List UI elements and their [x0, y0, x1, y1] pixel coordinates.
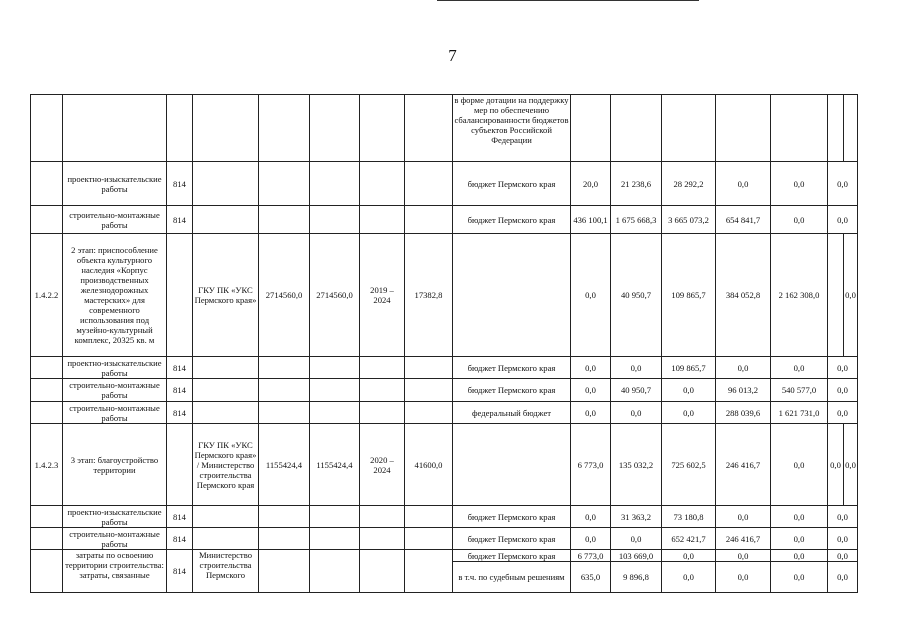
name-cell: строительно-монтажные работы: [63, 528, 167, 550]
value-cell: 0,0: [828, 424, 844, 506]
source-cell: бюджет Пермского края: [453, 162, 571, 206]
name-cell: строительно-монтажные работы: [63, 402, 167, 424]
value-cell: 109 865,7: [662, 234, 716, 357]
period-cell: [360, 357, 405, 379]
value-cell: [611, 95, 662, 162]
value-cell: 0,0: [828, 402, 858, 424]
exec-cell: [193, 379, 259, 402]
cost-cell: [310, 95, 360, 162]
num-cell: [31, 206, 63, 234]
value-cell: 0,0: [844, 234, 858, 357]
table-row: [31, 95, 858, 162]
code-cell: [167, 424, 193, 506]
value-cell: 2 162 308,0: [771, 234, 828, 357]
cost-cell: [259, 506, 310, 528]
capacity-cell: [405, 550, 453, 593]
exec-cell: ГКУ ПК «УКС Пермского края» / Министерство строительства Пермского края: [193, 424, 259, 506]
source-cell: в т.ч. по судебным решениям: [453, 562, 571, 593]
table-row: [31, 379, 858, 402]
value-cell: 6 773,0: [571, 550, 611, 562]
value-cell: 384 052,8: [716, 234, 771, 357]
value-cell: 0,0: [771, 357, 828, 379]
value-cell: 635,0: [571, 562, 611, 593]
code-cell: [167, 95, 193, 162]
capacity-cell: [405, 402, 453, 424]
name-cell: [63, 95, 167, 162]
name-cell: проектно-изыскательские работы: [63, 357, 167, 379]
value-cell: 0,0: [828, 162, 858, 206]
capacity-cell: 41600,0: [405, 424, 453, 506]
exec-cell: ГКУ ПК «УКС Пермского края»: [193, 234, 259, 357]
period-cell: [360, 95, 405, 162]
value-cell: 0,0: [662, 550, 716, 562]
num-cell: [31, 528, 63, 550]
capacity-cell: [405, 162, 453, 206]
capacity-cell: [405, 206, 453, 234]
source-cell: бюджет Пермского края: [453, 206, 571, 234]
period-cell: [360, 550, 405, 593]
value-cell: 654 841,7: [716, 206, 771, 234]
value-cell: 3 665 073,2: [662, 206, 716, 234]
cost-cell: [259, 528, 310, 550]
code-cell: 814: [167, 379, 193, 402]
source-cell: в форме дотации на поддержку мер по обеспечению сбалансированности бюджетов субъектов Российской Федерации: [453, 95, 571, 162]
exec-cell: [193, 528, 259, 550]
period-cell: [360, 162, 405, 206]
value-cell: 0,0: [771, 550, 828, 562]
cost-cell: [259, 206, 310, 234]
value-cell: 0,0: [771, 528, 828, 550]
period-cell: [360, 506, 405, 528]
capacity-cell: 17382,8: [405, 234, 453, 357]
cost-cell: [259, 162, 310, 206]
value-cell: 246 416,7: [716, 528, 771, 550]
value-cell: 0,0: [571, 357, 611, 379]
value-cell: 0,0: [828, 357, 858, 379]
source-cell: бюджет Пермского края: [453, 506, 571, 528]
capacity-cell: [405, 357, 453, 379]
source-cell: бюджет Пермского края: [453, 528, 571, 550]
value-cell: [771, 95, 828, 162]
cost-cell: [259, 402, 310, 424]
value-cell: 540 577,0: [771, 379, 828, 402]
value-cell: 6 773,0: [571, 424, 611, 506]
value-cell: 0,0: [611, 402, 662, 424]
value-cell: 0,0: [828, 562, 858, 593]
value-cell: 1 675 668,3: [611, 206, 662, 234]
num-cell: [31, 357, 63, 379]
code-cell: 814: [167, 357, 193, 379]
num-cell: [31, 379, 63, 402]
num-cell: 1.4.2.2: [31, 234, 63, 357]
table-row: [31, 550, 858, 562]
cost-cell: [259, 357, 310, 379]
top-rule: [437, 0, 699, 1]
value-cell: 0,0: [828, 206, 858, 234]
value-cell: 652 421,7: [662, 528, 716, 550]
value-cell: 73 180,8: [662, 506, 716, 528]
cost-cell: [310, 162, 360, 206]
value-cell: 0,0: [571, 402, 611, 424]
cost-cell: [259, 550, 310, 593]
num-cell: [31, 550, 63, 593]
cost-cell: [310, 550, 360, 593]
cost-cell: [310, 206, 360, 234]
code-cell: 814: [167, 506, 193, 528]
period-cell: [360, 402, 405, 424]
value-cell: 0,0: [828, 550, 858, 562]
value-cell: 9 896,8: [611, 562, 662, 593]
value-cell: 0,0: [716, 357, 771, 379]
table-row: [31, 206, 858, 234]
table-row: [31, 402, 858, 424]
value-cell: 436 100,1: [571, 206, 611, 234]
exec-cell: [193, 162, 259, 206]
value-cell: [828, 95, 844, 162]
name-cell: строительно-монтажные работы: [63, 379, 167, 402]
value-cell: 725 602,5: [662, 424, 716, 506]
cost-cell: 2714560,0: [310, 234, 360, 357]
cost-cell: [310, 357, 360, 379]
value-cell: 31 363,2: [611, 506, 662, 528]
name-cell: затраты по освоению территории строительства: затраты, связанные: [63, 550, 167, 593]
cost-cell: [310, 379, 360, 402]
value-cell: 0,0: [771, 562, 828, 593]
code-cell: 814: [167, 206, 193, 234]
budget-table: [30, 94, 858, 593]
name-cell: строительно-монтажные работы: [63, 206, 167, 234]
cost-cell: [259, 95, 310, 162]
value-cell: 0,0: [716, 162, 771, 206]
source-cell: федеральный бюджет: [453, 402, 571, 424]
value-cell: 1 621 731,0: [771, 402, 828, 424]
cost-cell: 1155424,4: [259, 424, 310, 506]
num-cell: [31, 162, 63, 206]
source-cell: бюджет Пермского края: [453, 357, 571, 379]
cost-cell: 1155424,4: [310, 424, 360, 506]
value-cell: 0,0: [716, 550, 771, 562]
cost-cell: [310, 528, 360, 550]
value-cell: 109 865,7: [662, 357, 716, 379]
value-cell: 0,0: [662, 379, 716, 402]
value-cell: 0,0: [844, 424, 858, 506]
exec-cell: [193, 402, 259, 424]
cost-cell: [310, 506, 360, 528]
value-cell: 0,0: [771, 162, 828, 206]
value-cell: 40 950,7: [611, 234, 662, 357]
table-row: [31, 234, 858, 357]
num-cell: [31, 95, 63, 162]
value-cell: 0,0: [571, 528, 611, 550]
value-cell: [828, 234, 844, 357]
value-cell: 246 416,7: [716, 424, 771, 506]
table-row: [31, 357, 858, 379]
value-cell: 0,0: [571, 234, 611, 357]
value-cell: 0,0: [662, 562, 716, 593]
exec-cell: [193, 506, 259, 528]
value-cell: 0,0: [828, 379, 858, 402]
period-cell: 2019 – 2024: [360, 234, 405, 357]
code-cell: 814: [167, 402, 193, 424]
code-cell: 814: [167, 528, 193, 550]
table-row: [31, 528, 858, 550]
num-cell: [31, 402, 63, 424]
source-cell: бюджет Пермского края: [453, 379, 571, 402]
code-cell: [167, 234, 193, 357]
source-cell: [453, 234, 571, 357]
table-row: [31, 506, 858, 528]
name-cell: проектно-изыскательские работы: [63, 506, 167, 528]
value-cell: 0,0: [716, 506, 771, 528]
value-cell: 96 013,2: [716, 379, 771, 402]
name-cell: 3 этап: благоустройство территории: [63, 424, 167, 506]
cost-cell: [259, 379, 310, 402]
period-cell: [360, 379, 405, 402]
value-cell: 0,0: [771, 206, 828, 234]
exec-cell: [193, 95, 259, 162]
value-cell: 40 950,7: [611, 379, 662, 402]
value-cell: 0,0: [716, 562, 771, 593]
capacity-cell: [405, 506, 453, 528]
value-cell: 20,0: [571, 162, 611, 206]
value-cell: [571, 95, 611, 162]
cost-cell: 2714560,0: [259, 234, 310, 357]
value-cell: 0,0: [571, 506, 611, 528]
table-row: [31, 162, 858, 206]
source-cell: [453, 424, 571, 506]
table-row: [31, 424, 858, 506]
value-cell: 135 032,2: [611, 424, 662, 506]
value-cell: [662, 95, 716, 162]
value-cell: 0,0: [662, 402, 716, 424]
value-cell: 103 669,0: [611, 550, 662, 562]
value-cell: 0,0: [828, 528, 858, 550]
capacity-cell: [405, 95, 453, 162]
capacity-cell: [405, 528, 453, 550]
value-cell: 21 238,6: [611, 162, 662, 206]
value-cell: 0,0: [571, 379, 611, 402]
exec-cell: [193, 357, 259, 379]
code-cell: 814: [167, 162, 193, 206]
period-cell: [360, 528, 405, 550]
value-cell: 28 292,2: [662, 162, 716, 206]
page-number: 7: [448, 46, 457, 65]
num-cell: [31, 506, 63, 528]
value-cell: 288 039,6: [716, 402, 771, 424]
exec-cell: Министерство строительства Пермского: [193, 550, 259, 593]
capacity-cell: [405, 379, 453, 402]
num-cell: 1.4.2.3: [31, 424, 63, 506]
value-cell: [844, 95, 858, 162]
code-cell: 814: [167, 550, 193, 593]
period-cell: 2020 – 2024: [360, 424, 405, 506]
value-cell: 0,0: [828, 506, 858, 528]
source-cell: бюджет Пермского края: [453, 550, 571, 562]
name-cell: проектно-изыскательские работы: [63, 162, 167, 206]
value-cell: 0,0: [611, 357, 662, 379]
cost-cell: [310, 402, 360, 424]
value-cell: [716, 95, 771, 162]
value-cell: 0,0: [771, 506, 828, 528]
exec-cell: [193, 206, 259, 234]
name-cell: 2 этап: приспособление объекта культурного наследия «Корпус производственных железнодорожных мастерских» для современного использования под музейно-культурный комплекс, 20325 кв. м: [63, 234, 167, 357]
value-cell: 0,0: [771, 424, 828, 506]
value-cell: 0,0: [611, 528, 662, 550]
period-cell: [360, 206, 405, 234]
